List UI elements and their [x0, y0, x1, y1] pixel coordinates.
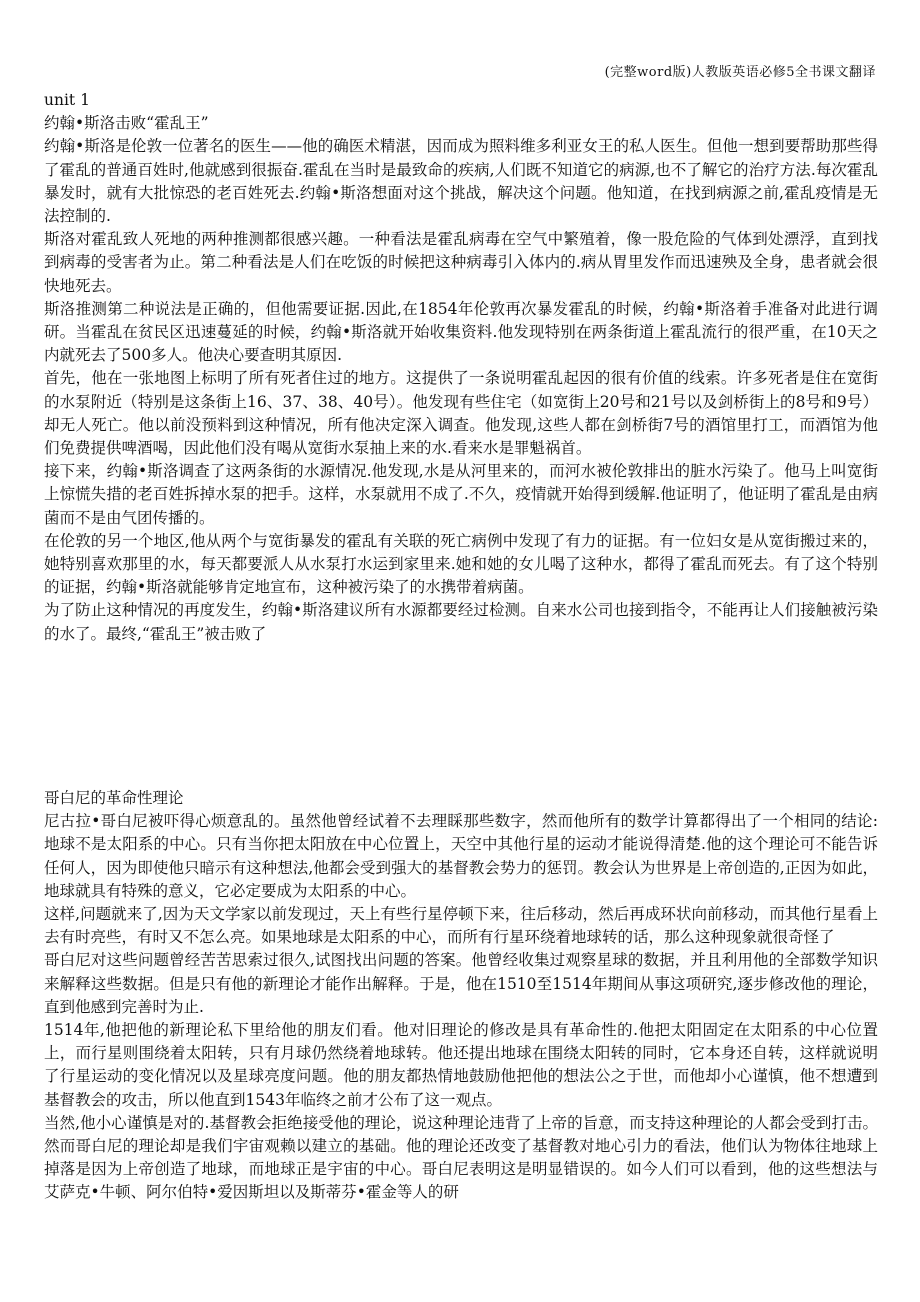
paragraph: 约翰•斯洛是伦敦一位著名的医生——他的确医术精湛，因而成为照料维多利亚女王的私人医生。但他一想到要帮助那些得了霍乱的普通百姓时,他就感到很振奋.霍乱在当时是最致命的疾病,人们既不知道它的病源,也不了解它的治疗方法.每次霍乱暴发时，就有大批惊恐的老百姓死去.约翰•斯洛想面对这个挑战，解决这个问题。他知道，在找到病源之前,霍乱疫情是无法控制的.	[44, 137, 878, 226]
paragraph: 接下来，约翰•斯洛调查了这两条街的水源情况.他发现,水是从河里来的，而河水被伦敦排出的脏水污染了。他马上叫宽街上惊慌失措的老百姓拆掉水泵的把手。这样，水泵就用不成了.不久，疫情就开始得到缓解.他证明了，他证明了霍乱是由病菌而不是由气团传播的。	[44, 462, 878, 527]
paragraph: 首先，他在一张地图上标明了所有死者住过的地方。这提供了一条说明霍乱起因的很有价值的线索。许多死者是住在宽街的水泵附近（特别是这条街上16、37、38、40号）。他发现有些住宅（如宽街上20号和21号以及剑桥街上的8号和9号）却无人死亡。他以前没预料到这种情况，所有他决定深入调查。他发现,这些人都在剑桥街7号的酒馆里打工，而酒馆为他们免费提供啤酒喝，因此他们没有喝从宽街水泵抽上来的水.看来水是罪魁祸首。	[44, 369, 878, 458]
section1-title: 约翰•斯洛击败“霍乱王”	[44, 114, 209, 133]
copernicus-section	[44, 787, 878, 1205]
document-title-header: (完整word版)人教版英语必修5全书课文翻译	[604, 65, 876, 80]
unit-label: unit 1	[44, 91, 90, 109]
paragraph: 斯洛推测第二种说法是正确的，但他需要证据.因此,在1854年伦敦再次暴发霍乱的时候，约翰•斯洛着手准备对此进行调研。当霍乱在贫民区迅速蔓延的时候，约翰•斯洛就开始收集资料.他发现特别在两条街道上霍乱流行的很严重，在10天之内就死去了500多人。他决心要查明其原因.	[44, 299, 878, 365]
paragraph: 斯洛对霍乱致人死地的两种推测都很感兴趣。一种看法是霍乱病毒在空气中繁殖着，像一股危险的气体到处漂浮，直到找到病毒的受害者为止。第二种看法是人们在吃饭的时候把这种病毒引入体内的.病从胃里发作而迅速殃及全身，患者就会很快地死去。	[44, 230, 878, 295]
section2-title: 哥白尼的革命性理论	[44, 789, 184, 807]
paragraph: 在伦敦的另一个地区,他从两个与宽街暴发的霍乱有关联的死亡病例中发现了有力的证据。有一位妇女是从宽街搬过来的，她特别喜欢那里的水，每天都要派人从水泵打水运到家里来.她和她的女儿喝了这种水，都得了霍乱而死去。有了这个特别的证据，约翰•斯洛就能够肯定地宣布，这种被污染了的水携带着病菌。	[44, 531, 878, 597]
paragraph: 这样,问题就来了,因为天文学家以前发现过，天上有些行星停顿下来，往后移动，然后再成环状向前移动，而其他行星看上去有时亮些，有时又不怎么亮。如果地球是太阳系的中心，而所有行星环绕着地球转的话，那么这种现象就很奇怪了	[44, 905, 878, 947]
paragraph: 当然,他小心谨慎是对的.基督教会拒绝接受他的理论，说这种理论违背了上帝的旨意，而支持这种理论的人都会受到打击。然而哥白尼的理论却是我们宇宙观赖以建立的基础。他的理论还改变了基督教对地心引力的看法，他们认为物体往地球上掉落是因为上帝创造了地球，而地球正是宇宙的中心。哥白尼表明这是明显错误的。如今人们可以看到，他的这些想法与艾萨克•牛顿、阿尔伯特•爱因斯坦以及斯蒂芬•霍金等人的研	[44, 1113, 878, 1202]
paragraph: 为了防止这种情况的再度发生，约翰•斯洛建议所有水源都要经过检测。自来水公司也接到指令，不能再让人们接触被污染的水了。最终,“霍乱王”被击败了	[44, 601, 878, 643]
paragraph: 尼古拉•哥白尼被吓得心烦意乱的。虽然他曾经试着不去理睬那些数字，然而他所有的数学计算都得出了一个相同的结论:地球不是太阳系的中心。只有当你把太阳放在中心位置上，天空中其他行星的运动才能说得清楚.他的这个理论可不能告诉任何人，因为即使他只暗示有这种想法,他都会受到强大的基督教会势力的惩罚。教会认为世界是上帝创造的,正因为如此，地球就具有特殊的意义，它必定要成为太阳系的中心。	[44, 812, 878, 900]
paragraph: 1514年,他把他的新理论私下里给他的朋友们看。他对旧理论的修改是具有革命性的.他把太阳固定在太阳系的中心位置上，而行星则围绕着太阳转，只有月球仍然绕着地球转。他还提出地球在围绕太阳转的同时，它本身还自转，这样就说明了行星运动的变化情况以及星球亮度问题。他的朋友都热情地鼓励他把他的想法公之于世，而他却小心谨慎，他不想遭到基督教会的攻击，所以他直到1543年临终之前才公布了这一观点。	[44, 1021, 878, 1109]
unit1-section	[44, 89, 878, 646]
paragraph: 哥白尼对这些问题曾经苦苦思索过很久,试图找出问题的答案。他曾经收集过观察星球的数据，并且利用他的全部数学知识来解释这些数据。但是只有他的新理论才能作出解释。于是，他在1510至1514年期间从事这项研究,逐步修改他的理论，直到他感到完善时为止.	[44, 951, 878, 1016]
